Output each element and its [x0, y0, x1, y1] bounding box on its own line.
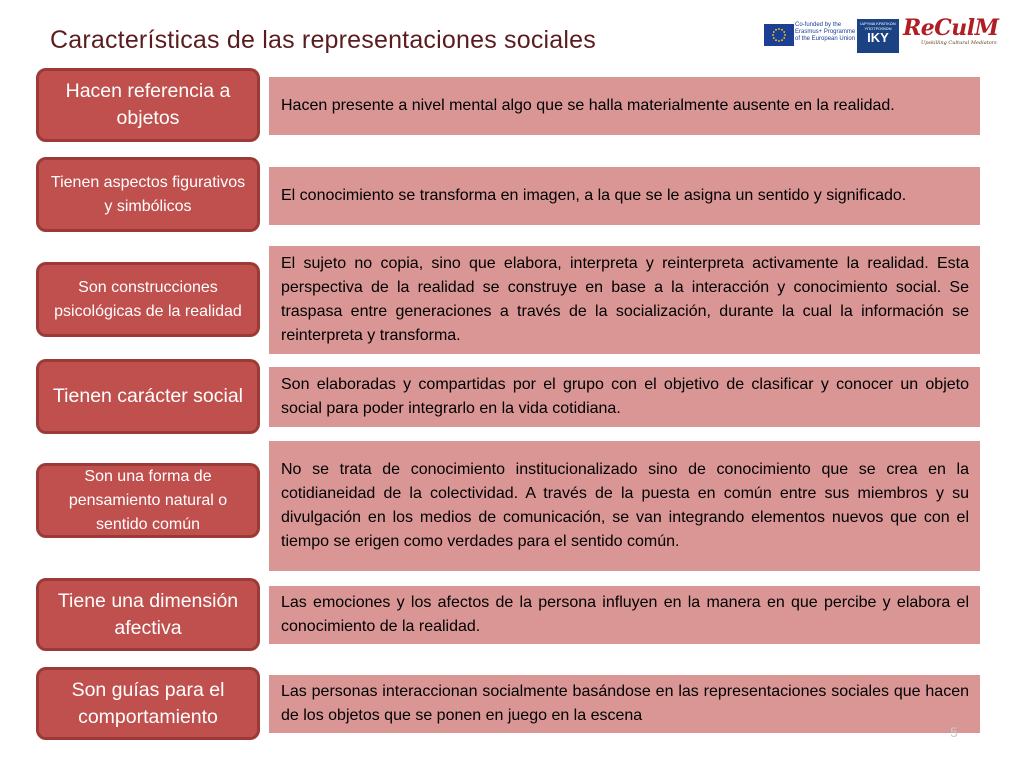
feature-label-text: Tiene una dimensión afectiva: [57, 589, 239, 639]
feature-description-social: [269, 367, 980, 427]
feature-description-figurativos: [269, 167, 980, 225]
feature-description-objetos: [269, 77, 980, 135]
feature-label-afectiva: [36, 578, 260, 651]
feature-label-social: [36, 359, 260, 434]
feature-label-objetos: [36, 68, 260, 142]
feature-label-sentido-comun: [36, 463, 260, 538]
iky-logo: [857, 19, 899, 53]
feature-label-figurativos: [36, 157, 260, 232]
recult-tagline: Upskilling Cultural Mediators: [921, 40, 997, 46]
eu-flag-logo: [764, 24, 794, 46]
feature-label-text: Son guías para el comportamiento: [71, 678, 225, 728]
iky-small-text: ΙΔΡΥΜΑ ΚΡΑΤΙΚΩΝ ΥΠΟΤΡΟΦΙΩΝ: [860, 21, 896, 31]
feature-label-text: Tienen aspectos figurativos y simbólicos: [50, 173, 246, 215]
feature-description-comportamiento: [269, 675, 980, 733]
slide-title: Características de las representaciones sociales: [50, 26, 596, 54]
iky-text: IKY: [867, 30, 889, 45]
feature-description-text: Son elaboradas y compartidas por el grupo con el objetivo de clasificar y conocer un objeto social para poder integrarlo en la vida cotidiana.: [281, 376, 969, 417]
feature-description-text: El conocimiento se transforma en imagen, a la que se le asigna un sentido y significado.: [281, 187, 907, 204]
feature-label-text: Son construcciones psicológicas de la realidad: [54, 278, 242, 320]
feature-description-construcciones: [269, 246, 980, 354]
feature-label-construcciones: [36, 262, 260, 337]
recult-logo: [903, 16, 998, 52]
feature-description-text: Las emociones y los afectos de la persona influyen en la manera en que percibe y elabora el conocimiento de la realidad.: [281, 594, 969, 635]
feature-label-comportamiento: [36, 667, 260, 740]
feature-description-sentido-comun: [269, 441, 980, 571]
page-number: 5: [950, 724, 958, 740]
feature-description-text: El sujeto no copia, sino que elabora, interpreta y reinterpreta activamente la realidad. Esta perspectiva de la realidad se construye en base a la interacción y conocimiento social. Se traspasa entre generaciones a través de la socialización, durante la cual la información se reinterpreta y transforma.: [281, 255, 969, 344]
erasmus-text: Co-funded by the Erasmus+ Programme of the European Union: [795, 22, 856, 42]
feature-description-text: Hacen presente a nivel mental algo que se halla materialmente ausente en la realidad.: [281, 97, 895, 114]
feature-label-text: Hacen referencia a objetos: [65, 80, 231, 129]
feature-description-text: Las personas interaccionan socialmente basándose en las representaciones sociales que hacen de los objetos que se ponen en juego en la escena: [281, 683, 969, 724]
feature-description-afectiva: [269, 586, 980, 644]
feature-description-text: No se trata de conocimiento institucionalizado sino de conocimiento que se crea en la cotidianeidad de la colectividad. A través de la puesta en común entre sus miembros y su divulgación en los medios de comunicación, se van integrando elementos nuevos que con el tiempo se erigen como verdades para el sentido común.: [281, 461, 969, 550]
feature-label-text: Son una forma de pensamiento natural o sentido común: [68, 467, 228, 533]
feature-label-text: Tienen carácter social: [52, 385, 244, 407]
recult-brand: ReCulM: [903, 15, 999, 41]
